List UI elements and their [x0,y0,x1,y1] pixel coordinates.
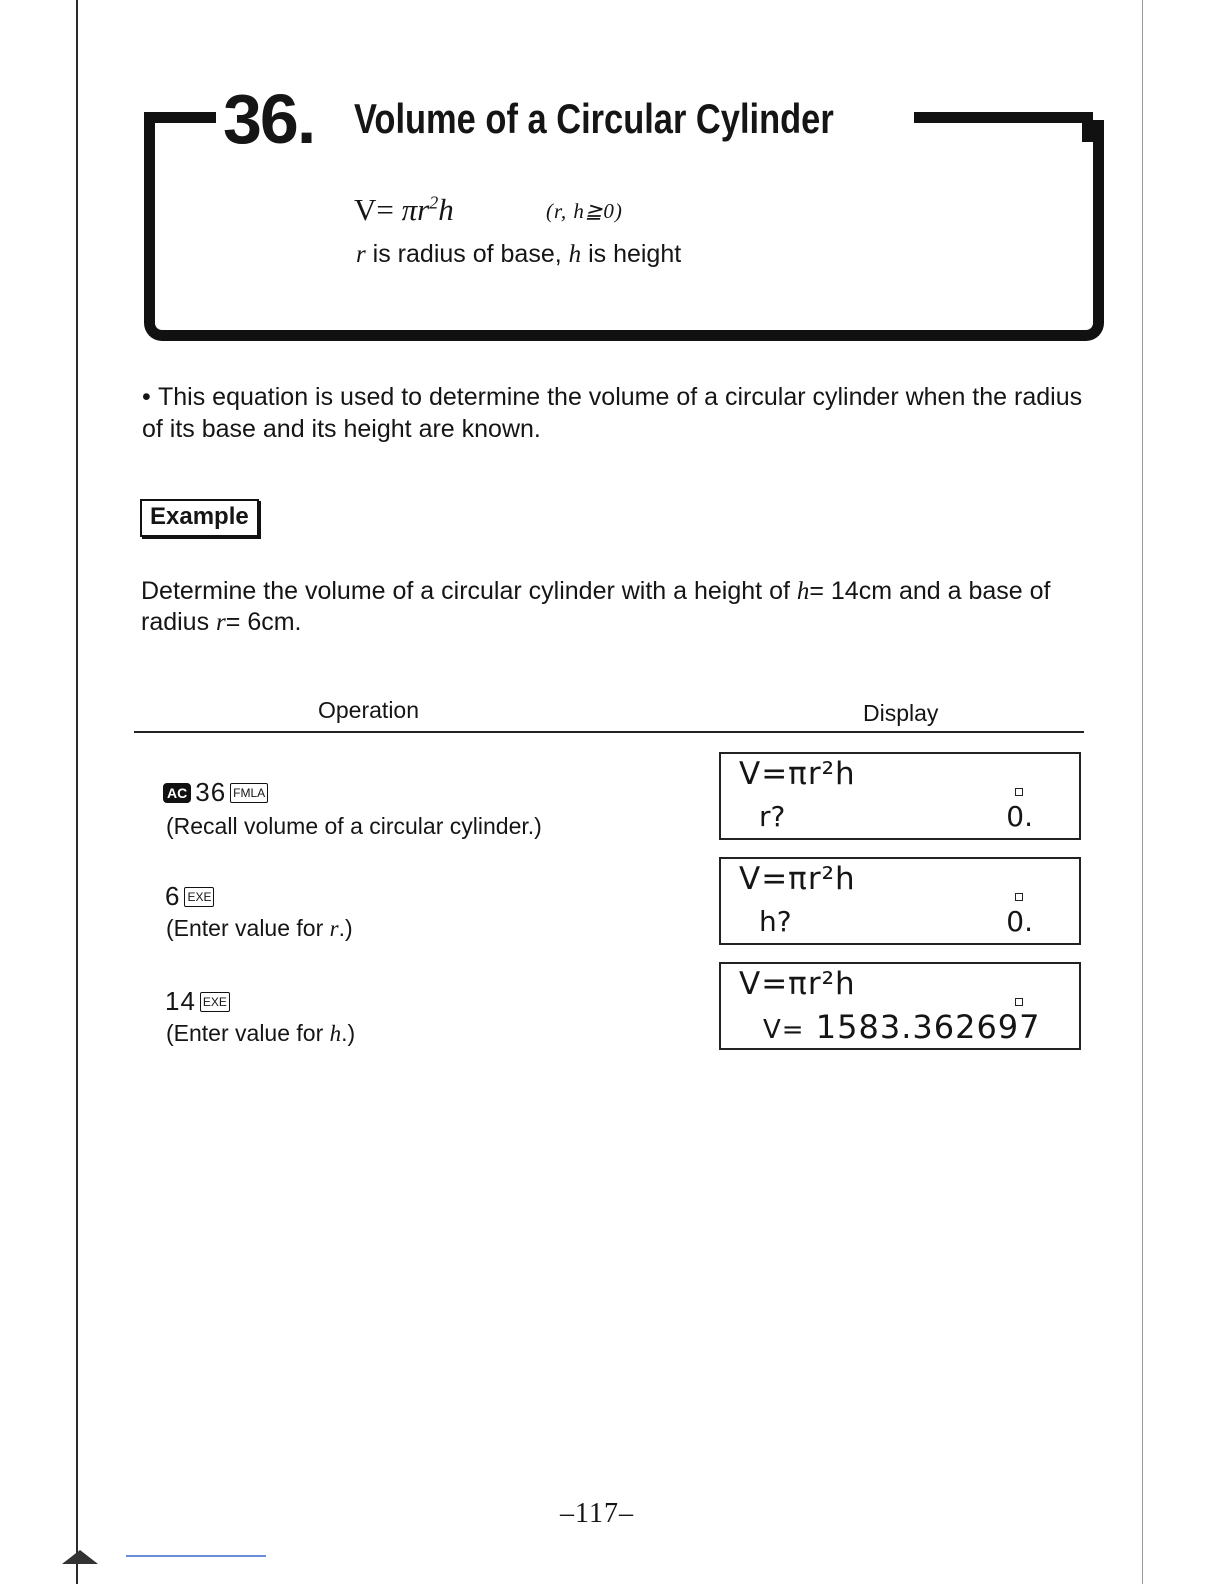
lcd-3-result-label: V= [763,1015,805,1045]
lcd-display-1 [719,752,1081,840]
formula-r: r [417,192,430,227]
desc-mid: is radius of base, [365,240,569,268]
section-number: 36. [223,80,315,158]
example-problem [141,576,1101,638]
lcd-3-formula: V=πr²h [739,966,856,1002]
title-frame-corner-left [144,112,155,142]
bullet: • [142,383,151,411]
exe-key-icon: EXE [184,887,214,907]
title-frame-top-right [914,112,1093,123]
step-2-note [166,915,353,942]
example-label: Example [140,499,259,537]
step-2-note-var: r [329,916,339,941]
step-1-keys [163,777,268,808]
intro-paragraph [142,381,1102,445]
lcd-display-3 [719,962,1081,1050]
lcd-2-formula: V=πr²h [739,861,856,897]
lcd-1-prompt: r? [759,800,786,833]
lcd-3-result [763,1008,1041,1046]
page-number: –117– [560,1498,634,1529]
problem-part1: Determine the volume of a circular cylinder with a height of [141,577,797,605]
header-rule [134,731,1084,733]
lcd-1-value: 0. [1006,800,1033,833]
step-2-note-post: .) [338,915,353,941]
intro-text: This equation is used to determine the volume of a circular cylinder when the radius of its base and its height are known. [142,383,1083,443]
step-3-note-pre: (Enter value for [166,1020,330,1046]
section-title: Volume of a Circular Cylinder [354,95,834,142]
lcd-display-2 [719,857,1081,945]
step-3-input: 14 [165,986,196,1016]
header-display: Display [863,700,939,726]
footer-rule [126,1555,266,1557]
formula-h: h [438,192,454,227]
page-edge-right [1142,0,1143,1584]
lcd-2-prompt: h? [759,905,792,938]
lcd-3-indicator-icon [1015,998,1023,1006]
problem-r: r [216,609,226,636]
lcd-1-indicator-icon [1015,788,1023,796]
formula-exponent: 2 [429,192,439,213]
step-2-note-pre: (Enter value for [166,915,330,941]
step-3-keys [165,986,230,1017]
lcd-3-result-value: 1583.362697 [815,1008,1041,1046]
problem-part3: = 6cm. [225,608,302,636]
desc-end: is height [581,240,682,268]
formula-pi: π [401,192,418,227]
page-edge-left [76,0,78,1584]
title-frame-corner-right [1082,112,1093,142]
step-3-note [166,1020,355,1047]
formula-eq: = [376,192,402,227]
step-3-note-var: h [329,1021,342,1046]
step-2-keys [165,881,214,912]
header-operation: Operation [318,697,420,723]
lcd-2-indicator-icon [1015,893,1023,901]
desc-h: h [568,241,582,268]
step-1-note: (Recall volume of a circular cylinder.) [166,813,542,839]
lcd-2-value: 0. [1006,905,1033,938]
fmla-key-icon: FMLA [230,783,268,803]
formula-condition: (r, h≧0) [546,199,623,223]
corner-mark [62,1550,98,1564]
ac-key-icon: AC [163,783,191,803]
formula-lhs: V [354,192,377,227]
lcd-1-formula: V=πr²h [739,756,856,792]
step-3-note-post: .) [341,1020,356,1046]
exe-key-icon: EXE [200,992,230,1012]
step-2-input: 6 [165,881,181,911]
problem-part2: = 14cm and a base of radius [141,577,1051,636]
problem-h: h [796,578,810,605]
step-1-input: 36 [195,777,227,807]
formula-description [356,240,681,269]
formula [354,192,454,228]
desc-r: r [356,241,366,268]
